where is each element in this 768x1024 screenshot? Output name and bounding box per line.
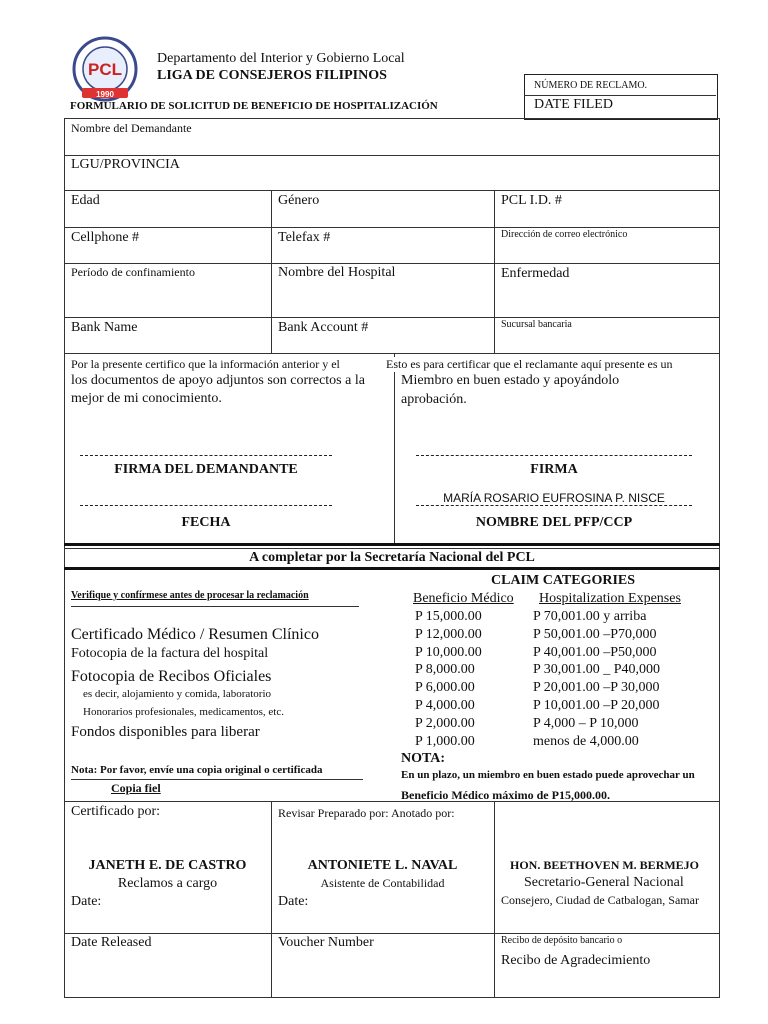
cert-right-line3: aprobación. — [401, 392, 467, 407]
req-receipts-detail1: es decir, alojamiento y comida, laboratorio — [83, 688, 272, 700]
true-copy-label: Copia fiel — [111, 781, 161, 795]
date-filed-label: DATE FILED — [534, 97, 613, 112]
age-field[interactable]: Edad — [71, 193, 100, 208]
cert-left-line1: Por la presente certifico que la información anterior y el — [71, 357, 340, 371]
form-title: FORMULARIO DE SOLICITUD DE BENEFICIO DE HOSPITALIZACIÓN — [70, 100, 438, 112]
req-funds: Fondos disponibles para liberar — [71, 724, 260, 740]
person3-subtitle: Consejero, Ciudad de Catbalogan, Samar — [501, 893, 699, 907]
req-medical-cert: Certificado Médico / Resumen Clínico — [71, 626, 319, 643]
req-hospital-bill: Fotocopia de la factura del hospital — [71, 646, 269, 661]
acknowledgement-receipt-label: Recibo de Agradecimiento — [501, 953, 651, 968]
benefit-amount: P 6,000.00 — [415, 680, 475, 696]
certified-by-label: Certificado por: — [71, 804, 161, 819]
verify-heading: Verifique y confírmese antes de procesar la reclamación — [71, 590, 309, 601]
person3-name: HON. BEETHOVEN M. BERMEJO — [510, 858, 700, 872]
person1-name: JANETH E. DE CASTRO — [88, 858, 247, 873]
person1-title: Reclamos a cargo — [117, 876, 218, 891]
expense-range: P 70,001.00 y arriba — [533, 609, 647, 624]
date-released-field[interactable]: Date Released — [71, 935, 152, 950]
person1-date[interactable]: Date: — [71, 894, 102, 909]
req-official-receipts: Fotocopia de Recibos Oficiales — [71, 668, 272, 685]
claimant-name-field[interactable]: Nombre del Demandante — [71, 121, 192, 135]
bank-branch-field[interactable]: Sucursal bancaria — [501, 319, 572, 330]
expense-range: P 4,000 – P 10,000 — [533, 715, 639, 731]
benefit-amount: P 1,000.00 — [415, 733, 475, 749]
nota-line1: En un plazo, un miembro en buen estado puede aprovechar un — [401, 769, 695, 781]
gender-field[interactable]: Género — [278, 193, 320, 208]
bank-name-field[interactable]: Bank Name — [71, 320, 138, 335]
dept-name: Departamento del Interior y Gobierno Local — [157, 51, 405, 66]
date-label: FECHA — [181, 515, 231, 530]
expense-range: P 40,001.00 –P50,000 — [533, 644, 657, 660]
pfp-label: NOMBRE DEL PFP/CCP — [475, 515, 633, 530]
cellphone-field[interactable]: Cellphone # — [71, 230, 140, 245]
person2-title: Asistente de Contabilidad — [320, 876, 445, 890]
person2-name: ANTONIETE L. NAVAL — [307, 858, 458, 873]
cert-left-line2: los documentos de apoyo adjuntos son correctos a la — [71, 373, 365, 388]
confinement-field[interactable]: Período de confinamiento — [71, 265, 195, 279]
voucher-number-field[interactable]: Voucher Number — [278, 935, 374, 950]
benefit-amount: P 2,000.00 — [415, 715, 475, 731]
req-receipts-detail2: Honorarios profesionales, medicamentos, etc. — [83, 706, 284, 718]
note-copy: Nota: Por favor, envíe una copia original o certificada — [71, 764, 323, 776]
reviewed-by-label: Revisar Preparado por: Anotado por: — [278, 806, 455, 820]
benefit-amount: P 15,000.00 — [415, 609, 482, 624]
secretariat-banner: A completar por la Secretaría Nacional del PCL — [249, 550, 535, 565]
pfp-name: MARÍA ROSARIO EUFROSINA P. NISCE — [443, 491, 665, 505]
expense-range: menos de 4,000.00 — [533, 733, 639, 749]
email-field[interactable]: Dirección de correo electrónico — [501, 229, 628, 240]
benefit-amount: P 12,000.00 — [415, 626, 482, 642]
logo-text: PCL — [88, 60, 122, 79]
benefit-amount: P 8,000.00 — [415, 662, 475, 678]
person3-title: Secretario-General Nacional — [524, 875, 684, 890]
benefit-amount: P 4,000.00 — [415, 698, 475, 713]
logo-year: 1990 — [96, 90, 114, 99]
benefit-amount: P 10,000.00 — [415, 644, 482, 660]
pcl-logo — [70, 36, 140, 102]
expense-range: P 30,001.00 _ P40,000 — [533, 662, 661, 678]
person2-date[interactable]: Date: — [278, 894, 309, 909]
cert-left-line3: mejor de mi conocimiento. — [71, 391, 222, 406]
hospital-field[interactable]: Nombre del Hospital — [278, 265, 396, 280]
cert-right-line2: Miembro en buen estado y apoyándolo — [401, 373, 620, 388]
league-name: LIGA DE CONSEJEROS FILIPINOS — [157, 68, 387, 83]
expense-range: P 50,001.00 –P70,000 — [533, 626, 657, 642]
lgu-field[interactable]: LGU/PROVINCIA — [71, 157, 180, 172]
pcl-id-field[interactable]: PCL I.D. # — [501, 193, 562, 208]
nota-label: NOTA: — [401, 751, 446, 766]
expense-range: P 10,001.00 –P 20,000 — [533, 698, 660, 713]
cert-right-line1: Esto es para certificar que el reclamante aquí presente es un — [386, 357, 673, 371]
claim-categories-title: CLAIM CATEGORIES — [491, 573, 636, 588]
signature-label: FIRMA — [530, 462, 578, 477]
expense-range: P 20,001.00 –P 30,000 — [533, 680, 660, 696]
illness-field[interactable]: Enfermedad — [501, 266, 570, 281]
bank-account-field[interactable]: Bank Account # — [278, 320, 369, 335]
nota-line2: Beneficio Médico máximo de P15,000.00. — [401, 788, 610, 802]
claim-number-label: NÚMERO DE RECLAMO. — [534, 80, 648, 91]
deposit-receipt-label[interactable]: Recibo de depósito bancario o — [501, 935, 623, 946]
col-medical-benefit: Beneficio Médico — [413, 591, 514, 606]
col-hospital-expenses: Hospitalization Expenses — [539, 591, 681, 606]
signature-claimant-label: FIRMA DEL DEMANDANTE — [114, 462, 298, 477]
telefax-field[interactable]: Telefax # — [278, 230, 331, 245]
